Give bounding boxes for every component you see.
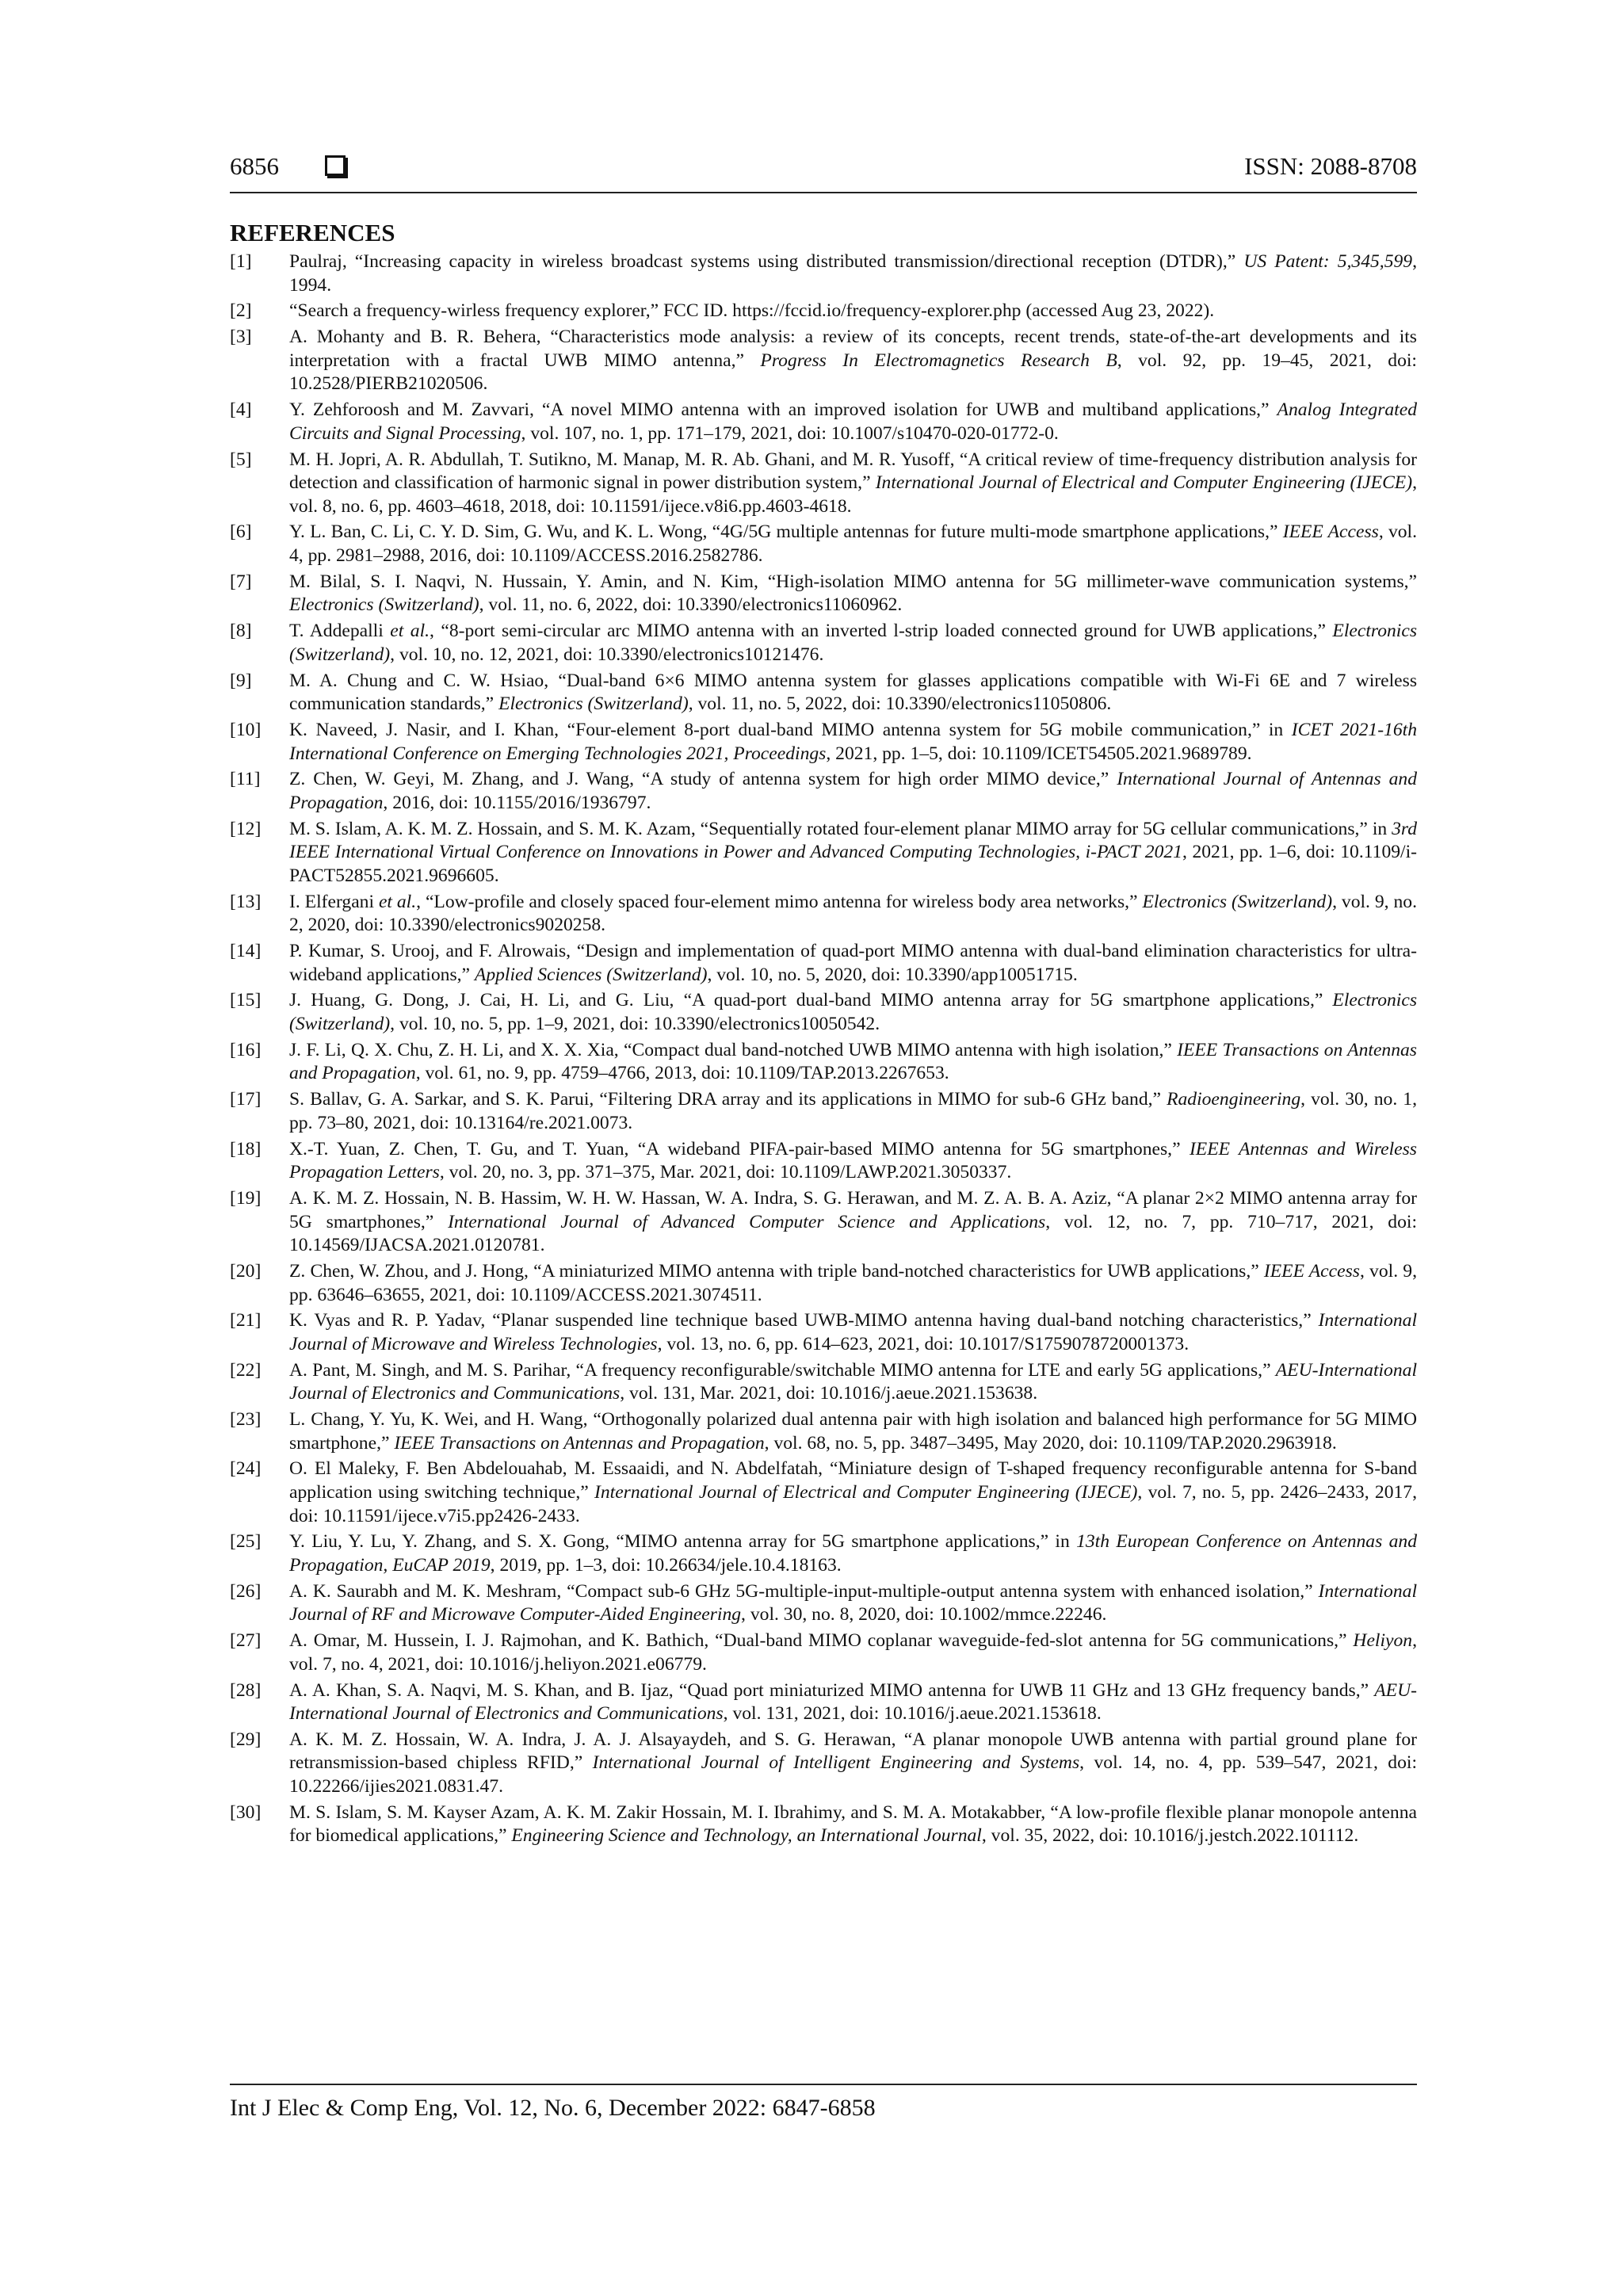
reference-text-segment: , 2021, pp. 1–6, doi: 10.1109/i-PACT52855.2021.9696605. (289, 842, 1418, 886)
reference-source-italic: US Patent: 5,345,599 (1243, 251, 1413, 272)
page-footer (230, 2084, 1417, 2122)
reference-source-italic: Electronics (Switzerland) (289, 621, 1417, 665)
reference-text-segment: A. Pant, M. Singh, and M. S. Parihar, “A frequency reconfigurable/switchable MIMO antenna for LTE and early 5G applications,” (289, 1359, 1276, 1381)
reference-text (289, 449, 1417, 519)
reference-item (230, 620, 1417, 667)
reference-item (230, 719, 1417, 766)
reference-text-segment: , 2021, pp. 1–5, doi: 10.1109/ICET54505.2021.9689789. (826, 743, 1252, 764)
reference-text-segment: S. Ballav, G. A. Sarkar, and S. K. Parui, “Filtering DRA array and its applications in MIMO for sub-6 GHz band,” (289, 1089, 1167, 1110)
reference-number: [30] (230, 1801, 262, 1823)
reference-text-segment: , vol. 10, no. 5, pp. 1–9, 2021, doi: 10.3390/electronics10050542. (390, 1014, 880, 1035)
reference-text (289, 250, 1417, 297)
reference-text-segment: , “Low-profile and closely spaced four-element mimo antenna for wireless body area networks,” (416, 891, 1143, 912)
reference-source-italic: Engineering Science and Technology, an International Journal (511, 1825, 982, 1847)
reference-source-italic: IEEE Access (1282, 521, 1379, 543)
reference-text-segment: , vol. 4, pp. 2981–2988, 2016, doi: 10.1109/ACCESS.2016.2582786. (289, 521, 1417, 567)
reference-item (230, 1359, 1417, 1406)
reference-text-segment: , 2016, doi: 10.1155/2016/1936797. (383, 792, 651, 813)
reference-text-segment: Y. L. Ban, C. Li, C. Y. D. Sim, G. Wu, and K. L. Wong, “4G/5G multiple antennas for future multi-mode smartphone applications,” (289, 521, 1283, 543)
reference-item (230, 1088, 1417, 1135)
reference-text (289, 300, 1417, 323)
reference-number: [6] (230, 521, 252, 543)
reference-text (289, 521, 1417, 567)
reference-text-segment: , vol. 92, pp. 19–45, 2021, doi: 10.2528/PIERB21020506. (289, 350, 1417, 395)
reference-source-italic: International Journal of Electrical and Computer Engineering (IJECE) (875, 472, 1413, 494)
reference-text-segment: Y. Liu, Y. Lu, Y. Zhang, and S. X. Gong, “MIMO antenna array for 5G smartphone applications,” in (289, 1531, 1077, 1553)
reference-text-segment: , vol. 131, Mar. 2021, doi: 10.1016/j.aeue.2021.153638. (620, 1383, 1038, 1404)
reference-source-italic: IEEE Access (1263, 1260, 1360, 1282)
reference-source-italic: ICET 2021-16th International Conference on Emerging Technologies 2021, Proceedings (289, 719, 1417, 764)
reference-number: [9] (230, 670, 252, 691)
reference-text (289, 1138, 1417, 1185)
reference-text-segment: A. K. M. Z. Hossain, W. A. Indra, J. A. J. Alsayaydeh, and S. G. Herawan, “A planar monopole UWB antenna with partial ground plane for retransmission-based chipless RFID,” (289, 1729, 1417, 1774)
reference-text-segment: A. A. Khan, S. A. Naqvi, M. S. Khan, and B. Ijaz, “Quad port miniaturized MIMO antenna for UWB 11 GHz and 13 GHz frequency bands,” (289, 1679, 1375, 1701)
reference-item (230, 1629, 1417, 1676)
reference-text (289, 719, 1417, 766)
reference-item (230, 1309, 1417, 1356)
reference-number: [14] (230, 941, 262, 962)
reference-source-italic: Electronics (Switzerland) (289, 990, 1417, 1035)
reference-source-italic: Progress In Electromagnetics Research B (760, 350, 1117, 371)
reference-item (230, 1679, 1417, 1726)
reference-text (289, 1801, 1417, 1848)
reference-source-italic: International Journal of Microwave and Wireless Technologies (289, 1310, 1417, 1354)
reference-item (230, 521, 1417, 567)
reference-text-segment: M. A. Chung and C. W. Hsiao, “Dual-band 6×6 MIMO antenna system for glasses applications compatible with Wi-Fi 6E and 7 wireless communication standards,” (289, 670, 1417, 715)
reference-item (230, 399, 1417, 445)
reference-text-segment: , vol. 11, no. 5, 2022, doi: 10.3390/electronics11050806. (688, 693, 1112, 715)
reference-text-segment: , vol. 14, no. 4, pp. 539–547, 2021, doi: 10.22266/ijies2021.0831.47. (289, 1752, 1418, 1797)
reference-text-segment: T. Addepalli (289, 621, 391, 642)
reference-number: [12] (230, 818, 262, 839)
reference-text (289, 326, 1417, 396)
reference-number: [16] (230, 1039, 262, 1060)
reference-text (289, 571, 1417, 617)
reference-source-italic: International Journal of Antennas and Propagation (289, 769, 1417, 813)
reference-text-segment: , vol. 9, pp. 63646–63655, 2021, doi: 10.1109/ACCESS.2021.3074511. (289, 1260, 1417, 1305)
reference-text-segment: A. K. M. Z. Hossain, N. B. Hassim, W. H. W. Hassan, W. A. Indra, S. G. Herawan, and M. Z. A. B. A. Aziz, “A planar 2×2 MIMO antenna array for 5G smartphones,” (289, 1187, 1417, 1232)
reference-source-italic: IEEE Transactions on Antennas and Propagation (289, 1039, 1417, 1084)
reference-number: [22] (230, 1359, 262, 1381)
reference-text-segment: L. Chang, Y. Yu, K. Wei, and H. Wang, “Orthogonally polarized dual antenna pair with high isolation and balanced high performance for 5G MIMO smartphone,” (289, 1409, 1417, 1454)
reference-text-segment: , vol. 68, no. 5, pp. 3487–3495, May 2020, doi: 10.1109/TAP.2020.2963918. (764, 1432, 1337, 1454)
reference-item (230, 449, 1417, 519)
reference-source-italic: Applied Sciences (Switzerland) (474, 964, 708, 985)
reference-item (230, 300, 1417, 323)
reference-number: [21] (230, 1310, 262, 1331)
reference-text (289, 1530, 1417, 1577)
reference-number: [26] (230, 1580, 262, 1602)
page-number: 6856 (230, 152, 279, 180)
reference-text-segment: , vol. 35, 2022, doi: 10.1016/j.jestch.2022.101112. (981, 1825, 1359, 1847)
reference-item (230, 891, 1417, 938)
reference-item (230, 940, 1417, 987)
reference-text-segment: , vol. 10, no. 5, 2020, doi: 10.3390/app10051715. (707, 964, 1078, 985)
reference-number: [8] (230, 621, 252, 642)
reference-number: [27] (230, 1630, 262, 1652)
reference-item (230, 1580, 1417, 1627)
reference-item (230, 1408, 1417, 1455)
reference-text (289, 1359, 1417, 1406)
reference-text-segment: , vol. 8, no. 6, pp. 4603–4618, 2018, doi: 10.11591/ijece.v8i6.pp.4603-4618. (289, 472, 1417, 517)
reference-text (289, 989, 1417, 1036)
reference-text-segment: , vol. 11, no. 6, 2022, doi: 10.3390/electronics11060962. (479, 594, 903, 616)
reference-source-italic: International Journal of Intelligent Engineering and Systems (592, 1752, 1080, 1774)
reference-item (230, 571, 1417, 617)
reference-text-segment: , vol. 10, no. 12, 2021, doi: 10.3390/electronics10121476. (390, 644, 824, 665)
reference-text (289, 399, 1417, 445)
reference-item (230, 818, 1417, 888)
reference-text-segment: M. S. Islam, A. K. M. Z. Hossain, and S. M. K. Azam, “Sequentially rotated four-element planar MIMO array for 5G cellular communications,” in (289, 818, 1392, 839)
reference-text (289, 1679, 1417, 1726)
reference-text-segment: A. Omar, M. Hussein, I. J. Rajmohan, and K. Bathich, “Dual-band MIMO coplanar waveguide-fed-slot antenna for 5G communications,” (289, 1630, 1354, 1652)
reference-source-italic: Radioengineering (1167, 1089, 1301, 1110)
reference-source-italic: Heliyon (1353, 1630, 1413, 1652)
reference-text-segment: P. Kumar, S. Urooj, and F. Alrowais, “Design and implementation of quad-port MIMO antenna with dual-band elimination characteristics for ultra-wideband applications,” (289, 941, 1417, 985)
reference-number: [3] (230, 327, 252, 348)
reference-item (230, 1138, 1417, 1185)
reference-number: [25] (230, 1531, 262, 1553)
reference-source-italic: Electronics (Switzerland) (289, 594, 479, 616)
reference-number: [10] (230, 719, 262, 740)
reference-text-segment: Z. Chen, W. Zhou, and J. Hong, “A miniaturized MIMO antenna with triple band-notched characteristics for UWB applications,” (289, 1260, 1264, 1282)
reference-text-segment: O. El Maleky, F. Ben Abdelouahab, M. Essaaidi, and N. Abdelfatah, “Miniature design of T-shaped frequency reconfigurable antenna for S-band application using switching technique,” (289, 1458, 1417, 1503)
reference-text-segment: , 1994. (289, 251, 1417, 296)
reference-item (230, 1039, 1417, 1086)
reference-source-italic: International Journal of Electrical and Computer Engineering (IJECE) (594, 1482, 1138, 1503)
reference-number: [29] (230, 1729, 262, 1750)
reference-number: [17] (230, 1089, 262, 1110)
reference-number: [24] (230, 1458, 262, 1480)
reference-text (289, 940, 1417, 987)
reference-text (289, 818, 1417, 888)
reference-item (230, 1530, 1417, 1577)
reference-text-segment: , vol. 9, no. 2, 2020, doi: 10.3390/electronics9020258. (289, 891, 1417, 936)
reference-text (289, 1187, 1417, 1258)
reference-source-italic: AEU-International Journal of Electronics and Communications (289, 1359, 1417, 1404)
reference-text-segment: Z. Chen, W. Geyi, M. Zhang, and J. Wang, “A study of antenna system for high order MIMO device,” (289, 769, 1117, 790)
reference-item (230, 670, 1417, 716)
reference-text-segment: A. Mohanty and B. R. Behera, “Characteristics mode analysis: a review of its concepts, recent trends, state-of-the-art developments and its interpretation with a fractal UWB MIMO antenna,” (289, 327, 1417, 371)
reference-item (230, 1801, 1417, 1848)
reference-source-italic: et al. (378, 891, 417, 912)
page-header (230, 152, 1417, 193)
reference-number: [7] (230, 571, 252, 592)
reference-list (230, 250, 1417, 1851)
reference-text-segment: “Search a frequency-wirless frequency explorer,” FCC ID. https://fccid.io/frequency-explorer.php (accessed Aug 23, 2022). (289, 300, 1215, 322)
reference-text-segment: , vol. 30, no. 8, 2020, doi: 10.1002/mmce.22246. (741, 1604, 1107, 1626)
reference-text-segment: K. Vyas and R. P. Yadav, “Planar suspended line technique based UWB-MIMO antenna having dual-band notching characteristics,” (289, 1310, 1319, 1331)
reference-text-segment: M. S. Islam, S. M. Kayser Azam, A. K. M. Zakir Hossain, M. I. Ibrahimy, and S. M. A. Motakabber, “A low-profile flexible planar monopole antenna for biomedical applications,” (289, 1801, 1417, 1847)
reference-source-italic: Electronics (Switzerland) (1142, 891, 1333, 912)
reference-number: [13] (230, 891, 262, 912)
reference-item (230, 1457, 1417, 1528)
reference-text-segment: , vol. 12, no. 7, pp. 710–717, 2021, doi: 10.14569/IJACSA.2021.0120781. (289, 1211, 1418, 1256)
journal-citation: Int J Elec & Comp Eng, Vol. 12, No. 6, December 2022: 6847-6858 (230, 2095, 876, 2121)
reference-item (230, 250, 1417, 297)
reference-source-italic: et al. (390, 621, 430, 642)
reference-text (289, 1039, 1417, 1086)
reference-text-segment: K. Naveed, J. Nasir, and I. Khan, “Four-element 8-port dual-band MIMO antenna system for 5G mobile communication,” in (289, 719, 1292, 740)
reference-text (289, 670, 1417, 716)
reference-text-segment: X.-T. Yuan, Z. Chen, T. Gu, and T. Yuan, “A wideband PIFA-pair-based MIMO antenna for 5G smartphones,” (289, 1138, 1190, 1159)
reference-text (289, 1629, 1417, 1676)
reference-number: [23] (230, 1409, 262, 1431)
reference-source-italic: 3rd IEEE International Virtual Conference on Innovations in Power and Advanced Computing Technologies, i-PACT 2021 (289, 818, 1417, 863)
reference-text-segment: J. F. Li, Q. X. Chu, Z. H. Li, and X. X. Xia, “Compact dual band-notched UWB MIMO antenna with high isolation,” (289, 1039, 1178, 1060)
reference-source-italic: International Journal of Advanced Computer Science and Applications (448, 1211, 1046, 1232)
reference-text-segment: A. K. Saurabh and M. K. Meshram, “Compact sub-6 GHz 5G-multiple-input-multiple-output antenna system with enhanced isolation,” (289, 1580, 1319, 1602)
reference-item (230, 1187, 1417, 1258)
reference-item (230, 1729, 1417, 1799)
reference-text (289, 1580, 1417, 1627)
issn-label: ISSN: 2088-8708 (1244, 152, 1417, 180)
reference-number: [20] (230, 1260, 262, 1282)
reference-text-segment: , vol. 107, no. 1, pp. 171–179, 2021, doi: 10.1007/s10470-020-01772-0. (521, 422, 1059, 444)
section-title: REFERENCES (230, 219, 395, 246)
reference-number: [18] (230, 1138, 262, 1159)
checkbox-square-icon (325, 155, 346, 176)
reference-number: [28] (230, 1679, 262, 1701)
reference-text (289, 1457, 1417, 1528)
reference-text (289, 768, 1417, 815)
reference-text-segment: , vol. 61, no. 9, pp. 4759–4766, 2013, doi: 10.1109/TAP.2013.2267653. (415, 1063, 949, 1084)
reference-text-segment: , 2019, pp. 1–3, doi: 10.26634/jele.10.4.18163. (490, 1554, 842, 1576)
reference-text-segment: , vol. 30, no. 1, pp. 73–80, 2021, doi: 10.13164/re.2021.0073. (289, 1089, 1417, 1133)
reference-number: [4] (230, 399, 252, 421)
reference-text-segment: , “8-port semi-circular arc MIMO antenna with an inverted l-strip loaded connected ground for UWB applications,” (430, 621, 1333, 642)
reference-text-segment: , vol. 13, no. 6, pp. 614–623, 2021, doi: 10.1017/S1759078720001373. (657, 1333, 1190, 1354)
reference-source-italic: IEEE Antennas and Wireless Propagation Letters (289, 1138, 1417, 1183)
reference-number: [19] (230, 1187, 262, 1209)
reference-source-italic: Analog Integrated Circuits and Signal Processing (289, 399, 1417, 444)
reference-text-segment: , vol. 131, 2021, doi: 10.1016/j.aeue.2021.153618. (723, 1703, 1102, 1725)
reference-text (289, 1088, 1417, 1135)
reference-number: [5] (230, 449, 252, 470)
reference-text-segment: Y. Zehforoosh and M. Zavvari, “A novel MIMO antenna with an improved isolation for UWB and multiband applications,” (289, 399, 1277, 421)
reference-source-italic: AEU-International Journal of Electronics and Communications (289, 1679, 1417, 1725)
reference-text-segment: M. H. Jopri, A. R. Abdullah, T. Sutikno, M. Manap, M. R. Ab. Ghani, and M. R. Yusoff, “A critical review of time-frequency distribution analysis for detection and classification of harmonic signal in power distribution system,” (289, 449, 1417, 494)
reference-item (230, 989, 1417, 1036)
reference-source-italic: 13th European Conference on Antennas and Propagation, EuCAP 2019 (289, 1531, 1417, 1576)
reference-text (289, 891, 1417, 938)
reference-source-italic: Electronics (Switzerland) (498, 693, 689, 715)
reference-text-segment: , vol. 20, no. 3, pp. 371–375, Mar. 2021, doi: 10.1109/LAWP.2021.3050337. (439, 1162, 1012, 1183)
reference-text (289, 1729, 1417, 1799)
reference-text-segment: I. Elfergani (289, 891, 379, 912)
reference-item (230, 1260, 1417, 1307)
reference-source-italic: IEEE Transactions on Antennas and Propagation (394, 1432, 765, 1454)
reference-text-segment: M. Bilal, S. I. Naqvi, N. Hussain, Y. Amin, and N. Kim, “High-isolation MIMO antenna for 5G millimeter-wave communication systems,” (289, 571, 1417, 592)
reference-text-segment: J. Huang, G. Dong, J. Cai, H. Li, and G. Liu, “A quad-port dual-band MIMO antenna array for 5G smartphone applications,” (289, 990, 1333, 1011)
reference-item (230, 768, 1417, 815)
reference-item (230, 326, 1417, 396)
reference-text (289, 1309, 1417, 1356)
reference-text-segment: , vol. 7, no. 5, pp. 2426–2433, 2017, doi: 10.11591/ijece.v7i5.pp2426-2433. (289, 1482, 1417, 1526)
reference-text (289, 1260, 1417, 1307)
reference-text (289, 1408, 1417, 1455)
reference-text-segment: , vol. 7, no. 4, 2021, doi: 10.1016/j.heliyon.2021.e06779. (289, 1630, 1417, 1675)
reference-number: [11] (230, 769, 261, 790)
reference-text (289, 620, 1417, 667)
reference-text-segment: Paulraj, “Increasing capacity in wireless broadcast systems using distributed transmission/directional reception (DTDR),” (289, 251, 1244, 272)
reference-source-italic: International Journal of RF and Microwave Computer-Aided Engineering (289, 1580, 1417, 1626)
reference-number: [2] (230, 300, 252, 322)
reference-number: [15] (230, 990, 262, 1011)
reference-number: [1] (230, 251, 252, 272)
